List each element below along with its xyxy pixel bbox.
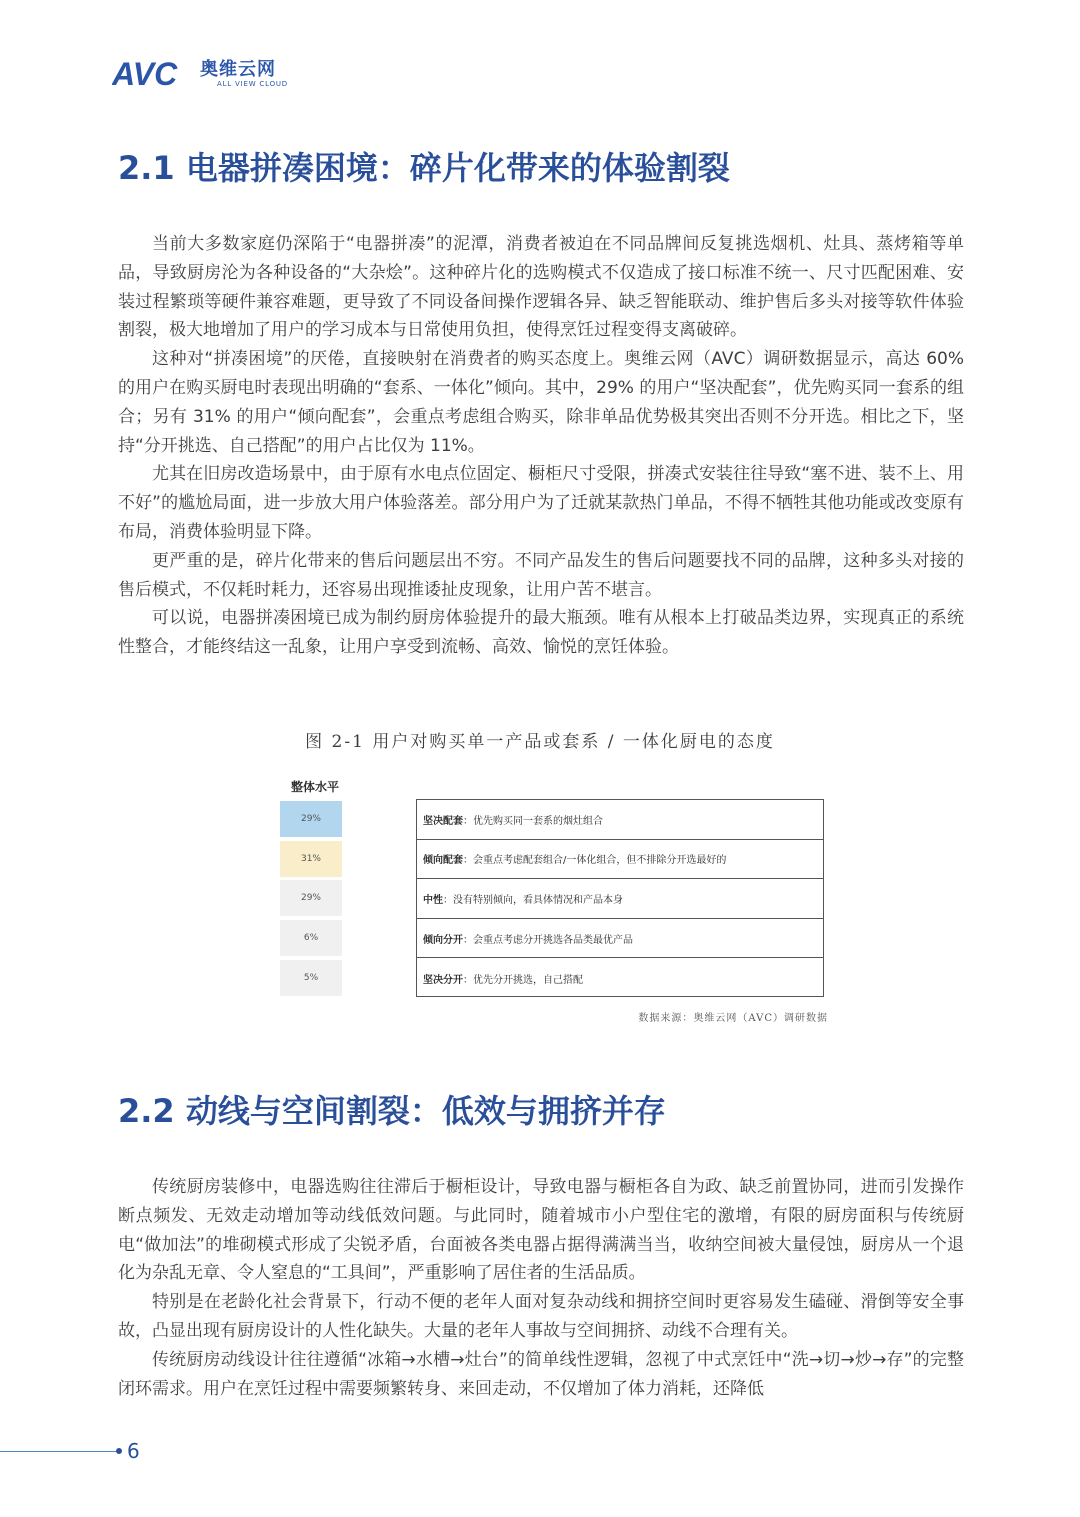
table-row	[417, 958, 823, 998]
value-cell: 29%	[280, 801, 342, 837]
option-label: 倾向分开	[423, 934, 463, 946]
paragraph: 这种对“拼凑困境”的厌倦，直接映射在消费者的购买态度上。奥维云网（AVC）调研数据显示，高达 60% 的用户在购买厨电时表现出明确的“套系、一体化”倾向。其中，29% 的用户“坚决配套”，优先购买同一套系的组合；另有 31% 的用户“倾向配套”，会重点考虑组合购买，除非单品优势极其突出否则不分开选。相比之下，坚持“分开挑选、自己搭配”的用户占比仅为 11%。	[118, 349, 964, 456]
table-row	[417, 840, 823, 880]
page-number: 6	[127, 1439, 140, 1463]
paragraph: 尤其在旧房改造场景中，由于原有水电点位固定、橱柜尺寸受限，拼凑式安装往往导致“塞不进、装不上、用不好”的尴尬局面，进一步放大用户体验落差。部分用户为了迁就某款热门单品，不得不牺牲其他功能或改变原有布局，消费体验明显下降。	[118, 464, 964, 542]
attitude-table	[416, 799, 824, 997]
avc-logo-icon	[112, 57, 196, 89]
section-title-2-1: 2.1 电器拼凑困境：碎片化带来的体验割裂	[118, 149, 730, 187]
paragraph: 可以说，电器拼凑困境已成为制约厨房体验提升的最大瓶颈。唯有从根本上打破品类边界，实现真正的系统性整合，才能终结这一乱象，让用户享受到流畅、高效、愉悦的烹饪体验。	[118, 608, 964, 658]
table-row	[417, 879, 823, 919]
section-2-1-body	[118, 230, 964, 662]
option-desc: ：会重点考虑分开挑选各品类最优产品	[463, 934, 633, 946]
option-label: 坚决配套	[423, 815, 463, 827]
paragraph: 更严重的是，碎片化带来的售后问题层出不穷。不同产品发生的售后问题要找不同的品牌，这种多头对接的售后模式，不仅耗时耗力，还容易出现推诿扯皮现象，让用户苦不堪言。	[118, 550, 964, 600]
value-cell: 31%	[280, 841, 342, 877]
paragraph: 传统厨房装修中，电器选购往往滞后于橱柜设计，导致电器与橱柜各自为政、缺乏前置协同，进而引发操作断点频发、无效走动增加等动线低效问题。与此同时，随着城市小户型住宅的激增，有限的厨房面积与传统厨电“做加法”的堆砌模式形成了尖锐矛盾，台面被各类电器占据得满满当当，收纳空间被大量侵蚀，厨房从一个退化为杂乱无章、令人窒息的“工具间”，严重影响了居住者的生活品质。	[118, 1177, 964, 1284]
value-cell: 6%	[280, 920, 342, 956]
paragraph: 当前大多数家庭仍深陷于“电器拼凑”的泥潭，消费者被迫在不同品牌间反复挑选烟机、灶具、蒸烤箱等单品，导致厨房沦为各种设备的“大杂烩”。这种碎片化的选购模式不仅造成了接口标准不统一、尺寸匹配困难、安装过程繁琐等硬件兼容难题，更导致了不同设备间操作逻辑各异、缺乏智能联动、维护售后多头对接等软件体验割裂，极大地增加了用户的学习成本与日常使用负担，使得烹饪过程变得支离破碎。	[118, 234, 964, 341]
option-desc: ：没有特别倾向，看具体情况和产品本身	[443, 894, 623, 906]
table-row	[417, 919, 823, 959]
option-desc: ：优先购买同一套系的烟灶组合	[463, 815, 603, 827]
value-cell: 29%	[280, 880, 342, 916]
brand-logo	[112, 55, 312, 91]
figure-title: 图 2-1 用户对购买单一产品或套系 / 一体化厨电的态度	[305, 732, 775, 752]
option-label: 倾向配套	[423, 855, 463, 867]
paragraph: 传统厨房动线设计往往遵循“冰箱→水槽→灶台”的简单线性逻辑，忽视了中式烹饪中“洗→切→炒→存”的完整闭环需求。用户在烹饪过程中需要频繁转身、来回走动，不仅增加了体力消耗，还降低	[118, 1349, 964, 1399]
option-label: 中性	[423, 894, 443, 906]
figure-source: 数据来源：奥维云网（AVC）调研数据	[638, 1013, 828, 1024]
option-label: 坚决分开	[423, 974, 463, 986]
overall-label: 整体水平	[291, 780, 340, 794]
section-title-2-2: 2.2 动线与空间割裂：低效与拥挤并存	[118, 1092, 666, 1130]
option-desc: ：会重点考虑配套组合/一体化组合，但不排除分开选最好的	[463, 855, 727, 867]
option-desc: ：优先分开挑选，自己搭配	[463, 974, 583, 986]
brand-name-en: ALL VIEW CLOUD	[217, 80, 288, 88]
footer-rule	[0, 1451, 116, 1452]
svg-text:AVC: AVC	[112, 57, 178, 89]
brand-name-cn: 奥维云网	[200, 59, 276, 80]
table-row	[417, 800, 823, 840]
section-2-2-body	[118, 1173, 964, 1403]
footer-dot-icon	[116, 1448, 122, 1454]
paragraph: 特别是在老龄化社会背景下，行动不便的老年人面对复杂动线和拥挤空间时更容易发生磕碰、滑倒等安全事故，凸显出现有厨房设计的人性化缺失。大量的老年人事故与空间拥挤、动线不合理有关。	[118, 1292, 964, 1341]
value-cell: 5%	[280, 960, 342, 996]
